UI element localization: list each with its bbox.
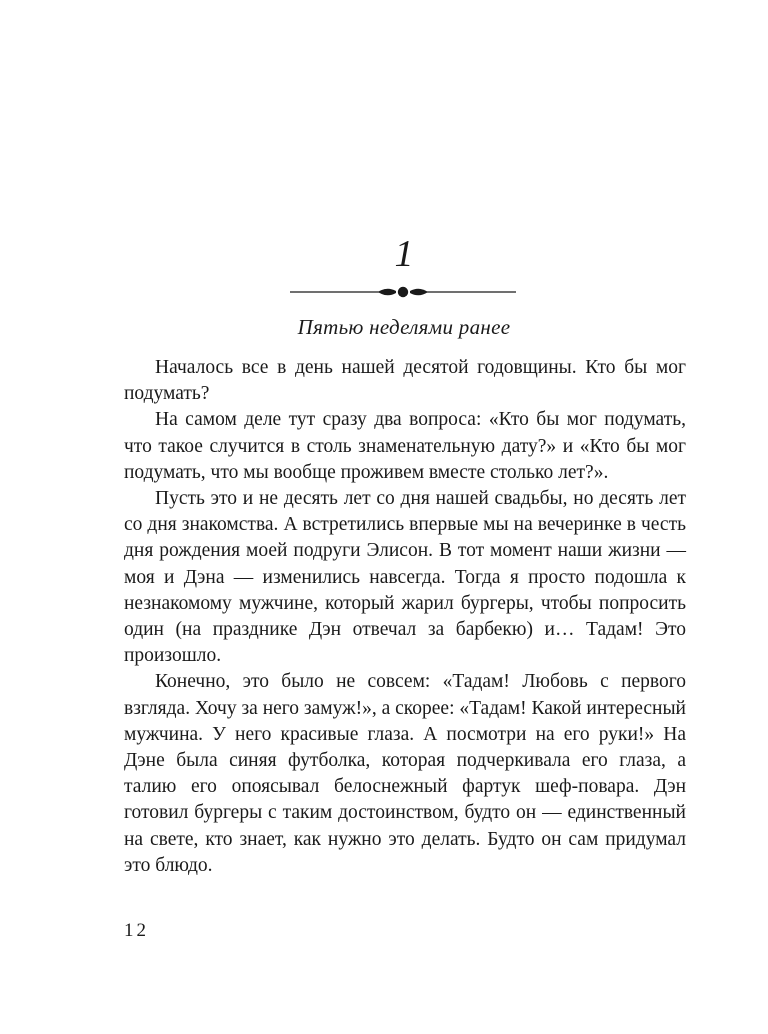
body-text <box>124 355 686 879</box>
paragraph: На самом деле тут сразу два вопроса: «Кто бы мог подумать, что такое случится в столь знаменательную дату?» и «Кто бы мог подумать, что мы вообще проживем вместе столько лет?». <box>124 409 686 483</box>
chapter-number: 1 <box>394 233 414 275</box>
page-number: 12 <box>124 920 149 941</box>
paragraph: Началось все в день нашей десятой годовщины. Кто бы мог подумать? <box>124 357 686 405</box>
paragraph: Конечно, это было не совсем: «Тадам! Любовь с первого взгляда. Хочу за него замуж!», а скорее: «Тадам! Какой интересный мужчина. У него красивые глаза. А посмотри на его руки!» На Дэне была синяя футболка, которая подчеркивала его глаза, а талию его опоясывал белоснежный фартук шеф-повара. Дэн готовил бургеры с таким достоинством, будто он — единственный на свете, кто знает, как нужно это делать. Будто он сам придумал это блюдо. <box>124 671 686 876</box>
ornament-divider <box>290 282 516 302</box>
paragraph: Пусть это и не десять лет со дня нашей свадьбы, но десять лет со дня знакомства. А встретились впервые мы на вечеринке в честь дня рождения моей подруги Элисон. В тот момент наши жизни — моя и Дэна — изменились навсегда. Тогда я просто подошла к незнакомому мужчине, который жарил бургеры, чтобы попросить один (на празднике Дэн отвечал за барбекю) и… Тадам! Это произошло. <box>124 488 686 667</box>
chapter-subtitle: Пятью неделями ранее <box>297 315 511 339</box>
